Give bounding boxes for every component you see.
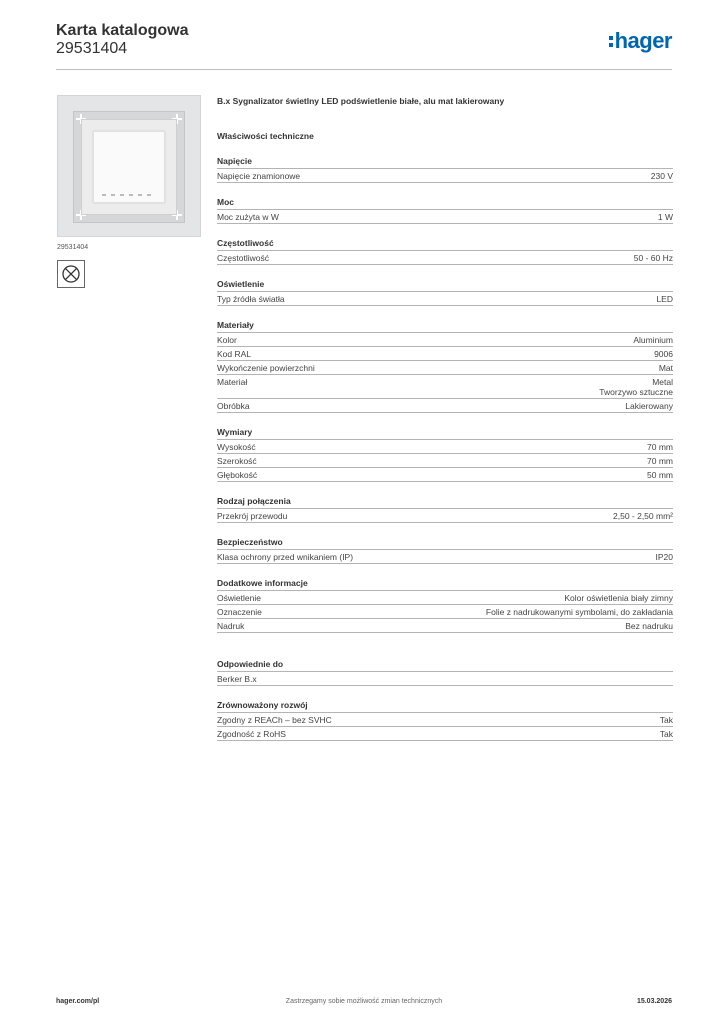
- section-title: Dodatkowe informacje: [217, 578, 673, 591]
- spec-value: [613, 511, 673, 521]
- spec-value: [564, 593, 673, 603]
- spec-value-line: Mat: [658, 363, 673, 373]
- spec-label: Berker B.x: [217, 674, 257, 684]
- spec-row: [217, 605, 673, 619]
- spec-label: Moc zużyta w W: [217, 212, 279, 222]
- spec-row: [217, 713, 673, 727]
- image-caption: 29531404: [57, 244, 89, 251]
- footer-disclaimer: Zastrzegamy sobie możliwość zmian technicznych: [285, 998, 443, 1005]
- spec-row: [217, 591, 673, 605]
- spec-value: [625, 621, 673, 631]
- cover-frame: [81, 119, 177, 215]
- logo-dots-icon: [609, 34, 613, 48]
- spec-value-line: 70 mm: [647, 456, 673, 466]
- spec-label: Materiał: [217, 377, 248, 387]
- section-title: Materiały: [217, 320, 673, 333]
- product-image: [57, 95, 201, 237]
- specifications-column: [217, 95, 673, 741]
- spec-label: Napięcie znamionowe: [217, 171, 301, 181]
- section-title: Moc: [217, 197, 673, 210]
- spec-label: Przekrój przewodu: [217, 511, 288, 521]
- spec-value: [659, 363, 673, 373]
- section-title: Rodzaj połączenia: [217, 496, 673, 509]
- spec-row: [217, 347, 673, 361]
- spec-label: Wysokość: [217, 442, 256, 452]
- spec-value-line: 9006: [654, 349, 673, 359]
- spec-value-line: 1 W: [657, 212, 673, 222]
- spec-value-line: Tworzywo sztuczne: [599, 387, 673, 397]
- spec-label: Oświetlenie: [217, 593, 261, 603]
- spec-section: [217, 279, 673, 306]
- page-header: [56, 20, 672, 70]
- spec-value-line: Bez nadruku: [625, 621, 673, 631]
- spec-label: Oznaczenie: [217, 607, 262, 617]
- mounting-plate: [73, 111, 185, 223]
- spec-value-line: Tak: [659, 715, 673, 725]
- spec-row: [217, 672, 673, 686]
- section-title: Oświetlenie: [217, 279, 673, 292]
- spec-row: [217, 468, 673, 482]
- spec-row: [217, 550, 673, 564]
- lamp-symbol-icon: [57, 260, 85, 288]
- spec-value-line: Lakierowany: [625, 401, 673, 411]
- spec-value: [647, 470, 673, 480]
- spec-section: [217, 156, 673, 183]
- spec-row: [217, 399, 673, 413]
- spec-section: [217, 496, 673, 523]
- spec-row: [217, 375, 673, 399]
- spec-label: Zgodność z RoHS: [217, 729, 286, 739]
- spec-value: [656, 294, 673, 304]
- spec-row: [217, 361, 673, 375]
- spec-row: [217, 440, 673, 454]
- spec-section: [217, 238, 673, 265]
- spec-row: [217, 727, 673, 741]
- spec-section: [217, 578, 673, 633]
- spec-section: [217, 427, 673, 482]
- spec-section: [217, 659, 673, 686]
- spec-value-line: Kolor oświetlenia biały zimny: [564, 593, 673, 603]
- spec-section: [217, 320, 673, 413]
- logo-text: hager: [614, 28, 672, 53]
- spec-value: [486, 607, 673, 617]
- document-number: 29531404: [56, 40, 128, 57]
- hager-logo: [609, 28, 672, 54]
- spec-label: Szerokość: [217, 456, 257, 466]
- spec-value-line: Aluminium: [633, 335, 673, 345]
- section-title: Wymiary: [217, 427, 673, 440]
- spec-value-line: IP20: [655, 552, 673, 562]
- spec-value: [625, 401, 673, 411]
- spec-value: [660, 715, 673, 725]
- footer-date: 15.03.2026: [636, 998, 672, 1005]
- spec-value-line: LED: [656, 294, 673, 304]
- spec-label: Kod RAL: [217, 349, 252, 359]
- led-strip: [102, 194, 156, 196]
- spec-row: [217, 292, 673, 306]
- section-title: Odpowiednie do: [217, 659, 673, 672]
- spec-sections: [217, 156, 673, 741]
- product-image-column: [57, 95, 201, 288]
- spec-value: [660, 729, 673, 739]
- spec-value-line: 50 mm: [647, 470, 673, 480]
- spec-section: [217, 537, 673, 564]
- spec-value: [654, 349, 673, 359]
- spec-row: [217, 251, 673, 265]
- section-title: Częstotliwość: [217, 238, 673, 251]
- spec-value-line: 2,50 - 2,50 mm²: [613, 511, 673, 521]
- section-title: Zrównoważony rozwój: [217, 700, 673, 713]
- section-title: Napięcie: [217, 156, 673, 169]
- page-footer: [56, 998, 672, 1010]
- product-description: B.x Sygnalizator świetlny LED podświetlenie białe, alu mat lakierowany: [217, 96, 505, 106]
- spec-value: [647, 442, 673, 452]
- spec-row: [217, 509, 673, 523]
- spec-value-line: 50 - 60 Hz: [633, 253, 673, 263]
- footer-website: hager.com/pl: [56, 998, 100, 1005]
- spec-value: [658, 212, 673, 222]
- spec-label: Zgodny z REACh – bez SVHC: [217, 715, 332, 725]
- document-title: Karta katalogowa: [56, 22, 189, 39]
- spec-row: [217, 169, 673, 183]
- spec-row: [217, 333, 673, 347]
- spec-label: Kolor: [217, 335, 237, 345]
- technical-properties-heading: Właściwości techniczne: [217, 131, 314, 141]
- spec-label: Typ źródła światła: [217, 294, 285, 304]
- spec-label: Obróbka: [217, 401, 250, 411]
- spec-label: Nadruk: [217, 621, 245, 631]
- spec-value: [647, 456, 673, 466]
- spec-row: [217, 210, 673, 224]
- spec-section: [217, 197, 673, 224]
- spec-value-line: 230 V: [650, 171, 673, 181]
- spec-label: Wykończenie powierzchni: [217, 363, 315, 373]
- spec-value: [651, 171, 673, 181]
- signal-light-cover: [93, 131, 165, 203]
- spec-section: [217, 700, 673, 741]
- spec-value-line: 70 mm: [647, 442, 673, 452]
- spec-value: [633, 335, 673, 345]
- spec-label: Klasa ochrony przed wnikaniem (IP): [217, 552, 354, 562]
- spec-value: [599, 377, 673, 397]
- spec-label: Częstotliwość: [217, 253, 269, 263]
- spec-row: [217, 454, 673, 468]
- spec-value: [634, 253, 673, 263]
- spec-value-line: Folie z nadrukowanymi symbolami, do zakładania: [485, 607, 673, 617]
- spec-value: [656, 552, 674, 562]
- spec-value-line: Tak: [659, 729, 673, 739]
- spec-value-line: Metal: [652, 377, 673, 387]
- section-title: Bezpieczeństwo: [217, 537, 673, 550]
- spec-label: Głębokość: [217, 470, 258, 480]
- spec-row: [217, 619, 673, 633]
